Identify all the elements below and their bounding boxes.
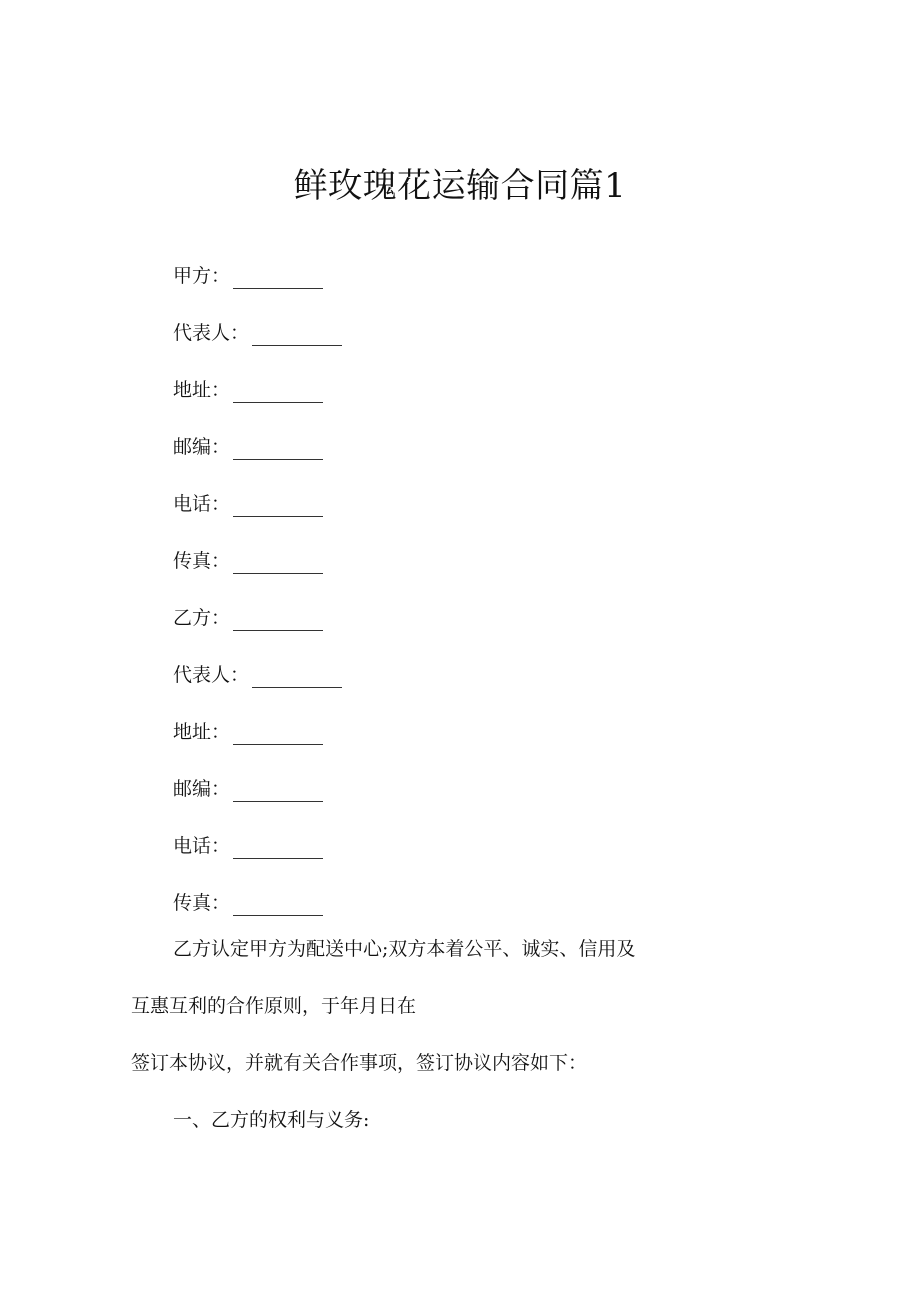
party-b-name-field (173, 589, 773, 646)
fill-blank-line (233, 433, 323, 460)
party-b-representative-field (173, 646, 773, 703)
field-label: 传真： (173, 549, 231, 572)
party-a-fax-field (173, 532, 773, 589)
party-b-phone-field (173, 817, 773, 874)
fill-blank-line (233, 547, 323, 574)
paragraph-line-1: 乙方认定甲方为配送中心;双方本着公平、诚实、信用及 (173, 938, 636, 960)
field-label: 乙方： (173, 606, 231, 629)
fill-blank-line (233, 718, 323, 745)
party-b-fax-field (173, 874, 773, 931)
field-label: 代表人： (173, 321, 250, 344)
party-b-postcode-field (173, 760, 773, 817)
fill-blank-line (252, 319, 342, 346)
party-fields (173, 247, 773, 931)
field-label: 邮编： (173, 777, 231, 800)
field-label: 代表人： (173, 663, 250, 686)
field-label: 地址： (173, 720, 231, 743)
party-b-address-field (173, 703, 773, 760)
fill-blank-line (233, 262, 323, 289)
field-label: 邮编： (173, 435, 231, 458)
fill-blank-line (233, 490, 323, 517)
section-heading: 一、乙方的权利与义务: (173, 1109, 370, 1131)
field-label: 电话： (173, 834, 231, 857)
paragraph-line-2: 互惠互利的合作原则，于年月日在 (131, 995, 417, 1017)
fill-blank-line (233, 889, 323, 916)
fill-blank-line (233, 775, 323, 802)
fill-blank-line (233, 376, 323, 403)
paragraph-line-3: 签订本协议，并就有关合作事项，签订协议内容如下： (131, 1052, 588, 1074)
party-a-postcode-field (173, 418, 773, 475)
party-a-phone-field (173, 475, 773, 532)
fill-blank-line (233, 604, 323, 631)
field-label: 甲方： (173, 264, 231, 287)
fill-blank-line (233, 832, 323, 859)
document-title: 鲜玫瑰花运输合同篇1 (293, 166, 627, 206)
party-a-representative-field (173, 304, 773, 361)
party-a-address-field (173, 361, 773, 418)
field-label: 传真： (173, 891, 231, 914)
party-a-name-field (173, 247, 773, 304)
field-label: 地址： (173, 378, 231, 401)
fill-blank-line (252, 661, 342, 688)
field-label: 电话： (173, 492, 231, 515)
